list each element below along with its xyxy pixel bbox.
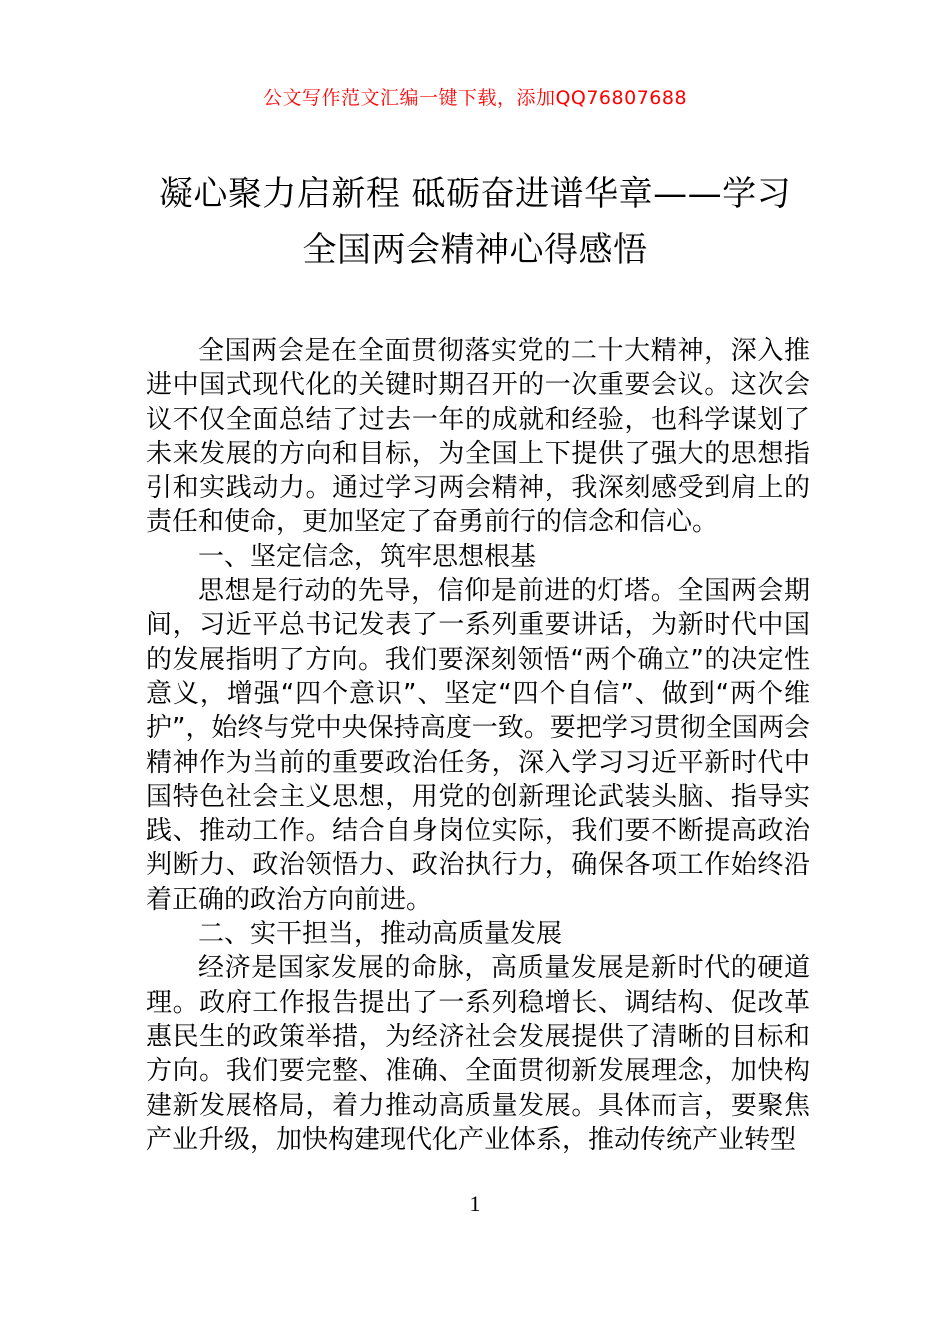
download-watermark: 公文写作范文汇编一键下载，添加QQ76807688 xyxy=(262,87,688,109)
paragraph-section-2: 经济是国家发展的命脉，高质量发展是新时代的硬道理。政府工作报告提出了一系列稳增长、调结构、促改革惠民生的政策举措，为经济社会发展提供了清晰的目标和方向。我们要完整、准确、全面贯彻新发展理念，加快构建新发展格局，着力推动高质量发展。具体而言，要聚焦产业升级，加快构建现代化产业体系，推动传统产业转型 xyxy=(146,953,810,1155)
document-title xyxy=(130,166,820,278)
page-number: 1 xyxy=(469,1191,481,1216)
section-heading-2: 二、实干担当，推动高质量发展 xyxy=(198,919,563,950)
paragraph-intro: 全国两会是在全面贯彻落实党的二十大精神，深入推进中国式现代化的关键时期召开的一次重要会议。这次会议不仅全面总结了过去一年的成就和经验，也科学谋划了未来发展的方向和目标，为全国上下提供了强大的思想指引和实践动力。通过学习两会精神，我深刻感受到肩上的责任和使命，更加坚定了奋勇前行的信念和信心。 xyxy=(146,336,810,538)
section-heading-1: 一、坚定信念，筑牢思想根基 xyxy=(198,541,537,572)
title-line-1: 凝心聚力启新程 砥砺奋进谱华章——学习 xyxy=(158,174,792,214)
paragraph-section-1: 思想是行动的先导，信仰是前进的灯塔。全国两会期间，习近平总书记发表了一系列重要讲话，为新时代中国的发展指明了方向。我们要深刻领悟“两个确立”的决定性意义，增强“四个意识”、坚定“四个自信”、做到“两个维护”，始终与党中央保持高度一致。要把学习贯彻全国两会精神作为当前的重要政治任务，深入学习习近平新时代中国特色社会主义思想，用党的创新理论武装头脑、指导实践、推动工作。结合自身岗位实际，我们要不断提高政治判断力、政治领悟力、政治执行力，确保各项工作始终沿着正确的政治方向前进。 xyxy=(146,576,810,915)
document-body xyxy=(146,334,810,1157)
title-line-2: 全国两会精神心得感悟 xyxy=(302,230,648,270)
